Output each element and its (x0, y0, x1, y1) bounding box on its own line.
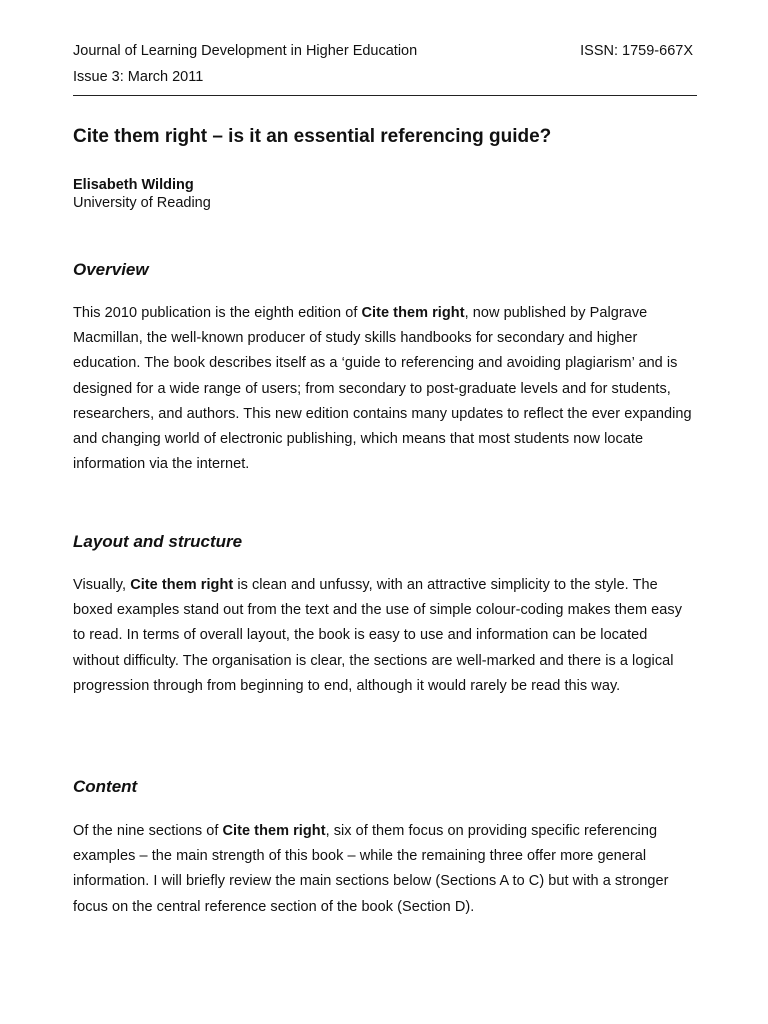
paragraph-overview (73, 301, 697, 477)
paragraph-layout (73, 573, 697, 699)
book-title: Cite them right (222, 823, 326, 839)
author-affiliation: University of Reading (73, 195, 211, 211)
journal-name: Journal of Learning Development in Higher Education (73, 43, 418, 59)
book-title: Cite them right (130, 577, 234, 593)
issue-line: Issue 3: March 2011 (73, 69, 204, 85)
section-heading-content: Content (73, 777, 138, 796)
paragraph-text: , six of them focus on providing specific referencing examples – the main strength of this book – while the remaining three offer more general information. I will briefly review the main sections below (Sections A to C) but with a stronger focus on the central reference section of the book (Section D). (73, 823, 669, 915)
author-name: Elisabeth Wilding (73, 177, 194, 193)
author-block (73, 176, 697, 212)
book-title: Cite them right (361, 305, 465, 321)
section-heading-layout: Layout and structure (73, 532, 243, 551)
paragraph-text: This 2010 publication is the eighth edition of (73, 305, 362, 321)
section-heading-overview: Overview (73, 260, 149, 279)
header-divider (73, 95, 697, 96)
paragraph-text: , now published by Palgrave Macmillan, the well-known producer of study skills handbooks for secondary and higher education. The book describes itself as a ‘guide to referencing and avoiding plagiarism’ and is designed for a wide range of users; from secondary to post-graduate levels and for students, researchers, and authors. This new edition contains many updates to reflect the ever expanding and changing world of electronic publishing, which means that most students now locate information via the internet. (73, 305, 692, 473)
running-header (73, 41, 697, 61)
paragraph-content (73, 819, 697, 920)
paragraph-text: Of the nine sections of (73, 823, 223, 839)
paragraph-text: Visually, (73, 577, 131, 593)
paragraph-text: is clean and unfussy, with an attractive simplicity to the style. The boxed examples stand out from the text and the use of simple colour-coding makes them easy to read. In terms of overall layout, the book is easy to use and information can be located without difficulty. The organisation is clear, the sections are well-marked and there is a logical progression through from beginning to end, although it would rarely be read this way. (73, 577, 682, 694)
article-title: Cite them right – is it an essential referencing guide? (73, 126, 552, 147)
issn: ISSN: 1759-667X (580, 43, 693, 59)
